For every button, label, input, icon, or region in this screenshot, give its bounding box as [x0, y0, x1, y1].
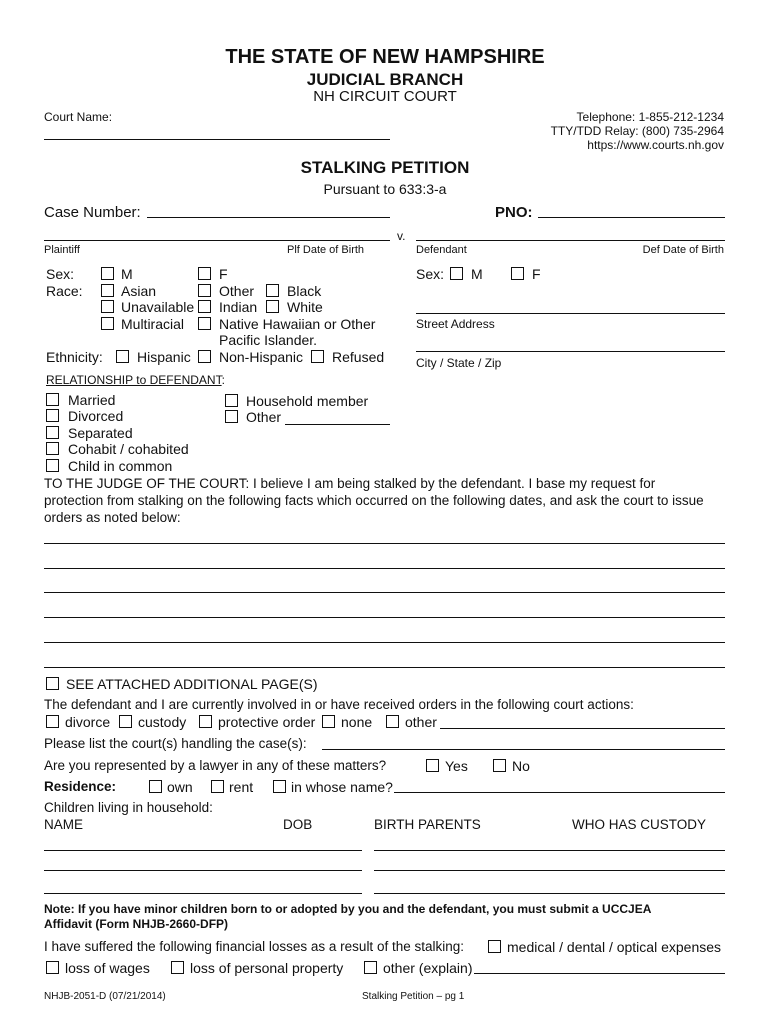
facts-line[interactable]	[44, 568, 725, 569]
facts-line[interactable]	[44, 667, 725, 668]
race-pacific-islander-label: Pacific Islander.	[219, 332, 318, 348]
relationship-label: RELATIONSHIP to DEFENDANT	[46, 373, 222, 387]
action-none-label: none	[341, 714, 373, 730]
lawyer-no-label: No	[512, 758, 530, 774]
residence-whose-name-field[interactable]	[394, 792, 725, 793]
relationship-heading	[46, 373, 225, 387]
def-sex-m-checkbox[interactable]	[450, 267, 463, 280]
def-sex-f-checkbox[interactable]	[511, 267, 524, 280]
pno-field[interactable]	[538, 217, 725, 218]
child-name-dob-line[interactable]	[44, 893, 362, 894]
rel-child-in-common-checkbox[interactable]	[46, 459, 59, 472]
city-state-zip-line[interactable]	[416, 351, 725, 352]
action-other-checkbox[interactable]	[386, 715, 399, 728]
plaintiff-label: Plaintiff	[44, 244, 80, 256]
rel-household-member-label: Household member	[246, 393, 369, 409]
col-name-header: NAME	[44, 817, 84, 832]
case-number-label: Case Number:	[44, 204, 141, 221]
race-indian-checkbox[interactable]	[198, 300, 211, 313]
see-attached-label: SEE ATTACHED ADDITIONAL PAGE(S)	[66, 676, 318, 692]
court-title: NH CIRCUIT COURT	[313, 88, 457, 105]
statement-line-1: TO THE JUDGE OF THE COURT: I believe I am being stalked by the defendant. I base my request for	[44, 476, 656, 491]
ethnicity-hispanic-checkbox[interactable]	[116, 350, 129, 363]
loss-medical-label: medical / dental / optical expenses	[507, 939, 722, 955]
telephone: Telephone: 1-855-212-1234	[576, 110, 724, 124]
form-id: NHJB-2051-D (07/21/2014)	[44, 991, 166, 1002]
action-protective-order-checkbox[interactable]	[199, 715, 212, 728]
child-parents-custody-line[interactable]	[374, 893, 725, 894]
race-unavailable-label: Unavailable	[121, 299, 195, 315]
court-name-line[interactable]	[44, 139, 390, 140]
plaintiff-line[interactable]	[44, 240, 390, 241]
plf-dob-label: Plf Date of Birth	[287, 244, 365, 256]
rel-other-field[interactable]	[285, 424, 390, 425]
def-sex-f-label: F	[532, 266, 541, 282]
see-attached-checkbox[interactable]	[46, 677, 59, 690]
loss-medical-checkbox[interactable]	[488, 940, 501, 953]
facts-line[interactable]	[44, 592, 725, 593]
sex-f-checkbox[interactable]	[198, 267, 211, 280]
facts-line[interactable]	[44, 642, 725, 643]
loss-personal-property-checkbox[interactable]	[171, 961, 184, 974]
court-list-field[interactable]	[322, 749, 725, 750]
col-parents-header: BIRTH PARENTS	[374, 817, 481, 832]
child-name-dob-line[interactable]	[44, 850, 362, 851]
loss-other-checkbox[interactable]	[364, 961, 377, 974]
ethnicity-non-hispanic-checkbox[interactable]	[198, 350, 211, 363]
loss-wages-label: loss of wages	[65, 960, 150, 976]
rel-other-label: Other	[246, 409, 282, 425]
race-white-label: White	[287, 299, 323, 315]
lawyer-question: Are you represented by a lawyer in any of these matters?	[44, 758, 387, 773]
rel-separated-label: Separated	[68, 425, 133, 441]
state-title: THE STATE OF NEW HAMPSHIRE	[225, 46, 545, 68]
race-other-label: Other	[219, 283, 255, 299]
rel-cohabit-checkbox[interactable]	[46, 442, 59, 455]
lawyer-no-checkbox[interactable]	[493, 759, 506, 772]
form-title: STALKING PETITION	[300, 158, 470, 177]
child-parents-custody-line[interactable]	[374, 870, 725, 871]
rel-married-checkbox[interactable]	[46, 393, 59, 406]
residence-whose-name-label: in whose name?	[291, 779, 393, 795]
statement-line-3: orders as noted below:	[44, 510, 181, 525]
case-number-field[interactable]	[147, 217, 390, 218]
race-asian-label: Asian	[121, 283, 157, 299]
loss-personal-property-label: loss of personal property	[190, 960, 344, 976]
action-divorce-checkbox[interactable]	[46, 715, 59, 728]
rel-household-member-checkbox[interactable]	[225, 394, 238, 407]
rel-cohabit-label: Cohabit / cohabited	[68, 441, 189, 457]
page-number: Stalking Petition – pg 1	[362, 991, 465, 1002]
street-address-line[interactable]	[416, 313, 725, 314]
pno-label: PNO:	[495, 204, 533, 221]
action-none-checkbox[interactable]	[322, 715, 335, 728]
ethnicity-refused-label: Refused	[332, 349, 385, 365]
sex-f-label: F	[219, 266, 228, 282]
branch-title: JUDICIAL BRANCH	[306, 70, 464, 89]
versus: v.	[397, 229, 406, 243]
race-black-label: Black	[287, 283, 322, 299]
sex-label: Sex:	[46, 266, 75, 282]
race-label: Race:	[46, 283, 83, 299]
city-state-zip-label: City / State / Zip	[416, 356, 502, 370]
action-other-field[interactable]	[440, 728, 725, 729]
action-custody-checkbox[interactable]	[119, 715, 132, 728]
residence-whose-name-checkbox[interactable]	[273, 780, 286, 793]
race-multiracial-label: Multiracial	[121, 316, 185, 332]
residence-own-checkbox[interactable]	[149, 780, 162, 793]
rel-separated-checkbox[interactable]	[46, 426, 59, 439]
facts-line[interactable]	[44, 543, 725, 544]
def-sex-m-label: M	[471, 266, 483, 282]
note-line-2: Affidavit (Form NHJB-2660-DFP)	[44, 917, 229, 931]
street-address-label: Street Address	[416, 317, 495, 331]
ethnicity-non-hispanic-label: Non-Hispanic	[219, 349, 304, 365]
note-line-1: Note: If you have minor children born to or adopted by you and the defendant, you must submit a UCCJEA	[44, 902, 652, 916]
rel-child-in-common-label: Child in common	[68, 458, 173, 474]
col-dob-header: DOB	[283, 817, 313, 832]
residence-own-label: own	[167, 779, 193, 795]
race-multiracial-checkbox[interactable]	[101, 317, 114, 330]
court-list-label: Please list the court(s) handling the case(s):	[44, 736, 307, 751]
action-custody-label: custody	[138, 714, 187, 730]
court-actions-intro: The defendant and I are currently involved in or have received orders in the following court actions:	[44, 697, 634, 712]
action-protective-order-label: protective order	[218, 714, 316, 730]
residence-rent-label: rent	[229, 779, 254, 795]
race-indian-label: Indian	[219, 299, 258, 315]
court-name-label: Court Name:	[44, 110, 113, 124]
residence-rent-checkbox[interactable]	[211, 780, 224, 793]
race-other-checkbox[interactable]	[198, 284, 211, 297]
race-native-hawaiian-checkbox[interactable]	[198, 317, 211, 330]
ethnicity-hispanic-label: Hispanic	[137, 349, 191, 365]
child-parents-custody-line[interactable]	[374, 850, 725, 851]
ethnicity-refused-checkbox[interactable]	[311, 350, 324, 363]
loss-other-label: other (explain)	[383, 960, 473, 976]
action-other-label: other	[405, 714, 437, 730]
children-label: Children living in household:	[44, 800, 213, 815]
child-name-dob-line[interactable]	[44, 870, 362, 871]
tty-relay: TTY/TDD Relay: (800) 735-2964	[550, 124, 724, 138]
race-native-hawaiian-label: Native Hawaiian or Other	[219, 316, 376, 332]
rel-other-checkbox[interactable]	[225, 410, 238, 423]
race-unavailable-checkbox[interactable]	[101, 300, 114, 313]
loss-wages-checkbox[interactable]	[46, 961, 59, 974]
race-white-checkbox[interactable]	[266, 300, 279, 313]
race-asian-checkbox[interactable]	[101, 284, 114, 297]
residence-label: Residence:	[44, 779, 117, 794]
relationship-colon: :	[221, 373, 225, 387]
defendant-label: Defendant	[416, 244, 467, 256]
lawyer-yes-label: Yes	[445, 758, 468, 774]
rel-married-label: Married	[68, 392, 116, 408]
losses-intro: I have suffered the following financial losses as a result of the stalking:	[44, 939, 464, 954]
facts-line[interactable]	[44, 617, 725, 618]
rel-divorced-label: Divorced	[68, 408, 124, 424]
rel-divorced-checkbox[interactable]	[46, 409, 59, 422]
sex-m-checkbox[interactable]	[101, 267, 114, 280]
sex-m-label: M	[121, 266, 133, 282]
lawyer-yes-checkbox[interactable]	[426, 759, 439, 772]
col-custody-header: WHO HAS CUSTODY	[572, 817, 707, 832]
website[interactable]: https://www.courts.nh.gov	[587, 138, 724, 152]
form-subtitle: Pursuant to 633:3-a	[323, 181, 447, 197]
def-sex-label: Sex:	[416, 266, 445, 282]
statement-line-2: protection from stalking on the following facts which occurred on the following dates, and ask the court to issue	[44, 493, 704, 508]
loss-other-field[interactable]	[474, 973, 725, 974]
race-black-checkbox[interactable]	[266, 284, 279, 297]
action-divorce-label: divorce	[65, 714, 111, 730]
defendant-line[interactable]	[416, 240, 725, 241]
def-dob-label: Def Date of Birth	[642, 244, 724, 256]
ethnicity-label: Ethnicity:	[46, 349, 103, 365]
